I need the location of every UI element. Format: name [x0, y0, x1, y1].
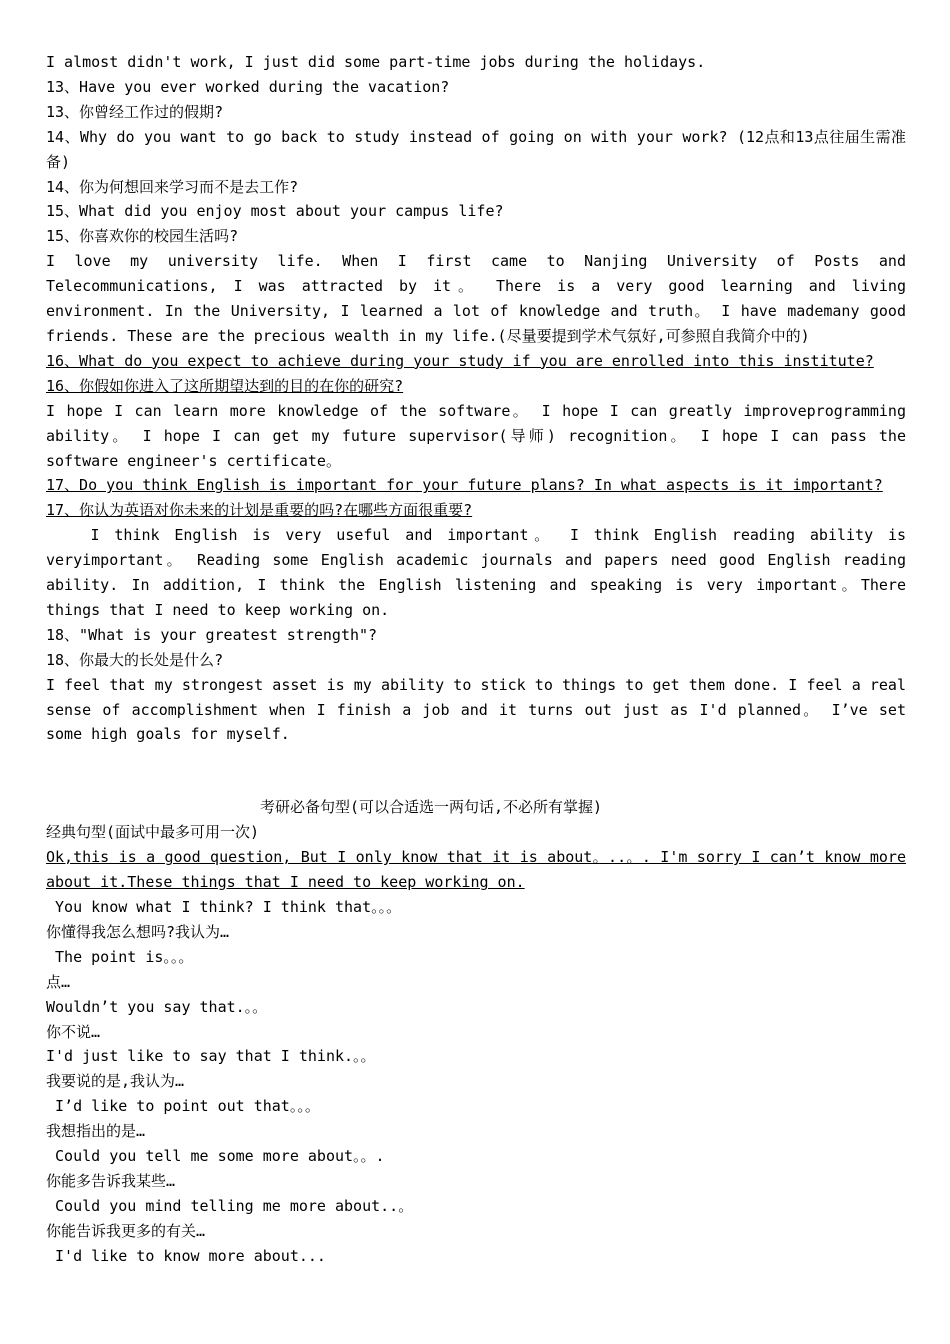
phrase-zh: 我想指出的是… [46, 1122, 146, 1141]
phrase-zh: 你能告诉我更多的有关… [46, 1221, 206, 1240]
phrase-en: I'd like to know more about... [46, 1246, 326, 1265]
phrase-en: Wouldn’t you say that.。。 [46, 997, 268, 1016]
phrase-en: I’d like to point out that。。。 [46, 1097, 320, 1116]
section-gap [46, 747, 906, 795]
phrase-en: The point is。。。 [46, 947, 194, 966]
phrase-zh: 你能多告诉我某些… [46, 1171, 176, 1190]
question-13-zh: 13、你曾经工作过的假期? [46, 102, 224, 121]
question-17-zh: 17、你认为英语对你未来的计划是重要的吗?在哪些方面很重要? [46, 501, 473, 520]
question-14-zh: 14、你为何想回来学习而不是去工作? [46, 177, 299, 196]
question-16-en: 16、What do you expect to achieve during your study if you are enrolled into this institute? [46, 351, 874, 370]
section-title: 考研必备句型(可以合适选一两句话,不必所有掌握) [259, 798, 603, 817]
phrase-en: Could you mind telling me more about..。 [46, 1196, 414, 1215]
question-15-zh: 15、你喜欢你的校园生活吗? [46, 227, 239, 246]
phrase-zh: 你懂得我怎么想吗?我认为… [46, 922, 230, 941]
answer-line: I almost didn't work, I just did some part-time jobs during the holidays. [46, 53, 706, 71]
question-18-zh: 18、你最大的长处是什么? [46, 650, 224, 669]
phrase-paragraph: Ok,this is a good question, But I only know that it is about。..。. I'm sorry I can’t know more about it.These things that I need to keep working on. [46, 848, 906, 892]
question-14-en: 14、Why do you want to go back to study instead of going on with your work? (12点和13点往届生需准备) [46, 127, 906, 171]
document-page [46, 50, 916, 1269]
answer-16-paragraph: I hope I can learn more knowledge of the software。 I hope I can greatly improveprogramming ability。 I hope I can get my future supervisor(导师) recognition。 I hope I can pass the software engineer's certificate。 [46, 401, 906, 470]
phrase-zh: 你不说… [46, 1022, 101, 1041]
answer-18-paragraph: I feel that my strongest asset is my ability to stick to things to get them done. I feel a real sense of accomplishment when I finish a job and it turns out just as I'd planned。 I’ve set some high goals for myself. [46, 675, 906, 744]
question-18-en: 18、"What is your greatest strength"? [46, 625, 378, 644]
phrase-en: Could you tell me some more about。。. [46, 1147, 385, 1166]
question-17-en: 17、Do you think English is important for your future plans? In what aspects is it important? [46, 476, 883, 495]
answer-17-paragraph: I think English is very useful and important。 I think English reading ability is veryimportant。 Reading some English academic journals and papers need good English reading ability. In addition, I think the English listening and speaking is very important。There things that I need to keep working on. [46, 526, 916, 619]
question-15-en: 15、What did you enjoy most about your campus life? [46, 202, 504, 221]
section-subtitle: 经典句型(面试中最多可用一次) [46, 823, 260, 842]
phrase-en: You know what I think? I think that。。。 [46, 898, 402, 916]
question-16-zh: 16、你假如你进入了这所期望达到的目的在你的研究? [46, 376, 404, 395]
phrase-zh: 点… [46, 972, 71, 991]
phrase-en: I'd just like to say that I think.。。 [46, 1047, 376, 1066]
question-13-en: 13、Have you ever worked during the vacation? [46, 77, 450, 96]
phrase-zh: 我要说的是,我认为… [46, 1072, 185, 1091]
answer-15-paragraph: I love my university life. When I first came to Nanjing University of Posts and Telecommunications, I was attracted by it。 There is a very good learning and living environment. In the University, I learned a lot of knowledge and truth。 I have mademany good friends. These are the precious wealth in my life.(尽量要提到学术气氛好,可参照自我简介中的) [46, 252, 906, 345]
